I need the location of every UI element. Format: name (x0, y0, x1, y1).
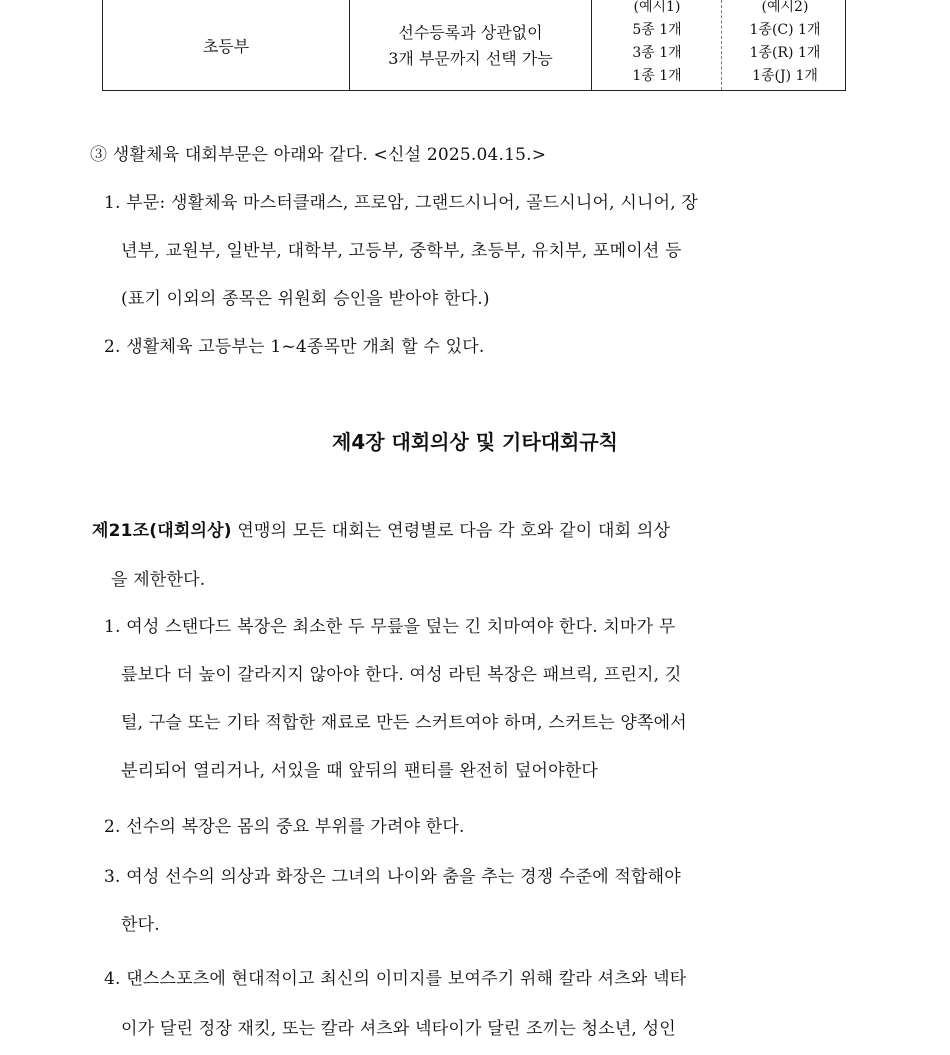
article21-item2: 2. 선수의 복장은 몸의 중요 부위를 가려야 한다. (104, 817, 465, 837)
example-item: 5종 1개 (632, 22, 682, 38)
table-cell-category (103, 0, 349, 91)
section3-item1-line: 년부, 교원부, 일반부, 대학부, 고등부, 중학부, 초등부, 유치부, 포메이션 등 (121, 241, 682, 261)
article21-item3-line: 한다. (121, 915, 160, 935)
table-divider-dashed (721, 0, 722, 90)
article21-text: 을 제한한다. (111, 570, 206, 590)
article21-item1-line: 1. 여성 스탠다드 복장은 최소한 두 무릎을 덮는 긴 치마여야 한다. 치마가 무 (104, 617, 676, 637)
chapter-title: 제4장 대회의상 및 기타대회규칙 (332, 430, 618, 454)
example-item: 1종(J) 1개 (752, 68, 818, 84)
article21-item3-line: 3. 여성 선수의 의상과 화장은 그녀의 나이와 춤을 추는 경쟁 수준에 적합해야 (104, 867, 681, 887)
category-table-row (102, 0, 846, 91)
section3-item2: 2. 생활체육 고등부는 1~4종목만 개최 할 수 있다. (104, 337, 485, 357)
section3-intro: ③ 생활체육 대회부문은 아래와 같다. <신설 2025.04.15.> (90, 145, 547, 165)
example-item: 1종 1개 (632, 68, 682, 84)
example-item: 1종(C) 1개 (749, 22, 821, 38)
category-label: 초등부 (202, 37, 250, 56)
table-cell-example2 (723, 0, 847, 88)
article21-item1-line: 분리되어 열리거나, 서있을 때 앞뒤의 팬티를 완전히 덮어야한다 (121, 761, 599, 781)
article21-item1-line: 털, 구슬 또는 기타 적합한 재료로 만든 스커트여야 하며, 스커트는 양쪽에서 (121, 713, 687, 733)
article21-text: 연맹의 모든 대회는 연령별로 다음 각 호와 같이 대회 의상 (231, 521, 671, 541)
description-line: 3개 부문까지 선택 가능 (388, 48, 553, 68)
article21-heading: 제21조(대회의상) (92, 521, 232, 541)
article21-item1-line: 릎보다 더 높이 갈라지지 않아야 한다. 여성 라틴 복장은 패브릭, 프린지, 깃 (121, 665, 682, 685)
table-cell-description (350, 0, 591, 91)
article21-item4-line: 4. 댄스스포츠에 현대적이고 최신의 이미지를 보여주기 위해 칼라 셔츠와 넥타 (104, 969, 687, 989)
description-line: 선수등록과 상관없이 (398, 22, 543, 42)
article21-item4-line: 이가 달린 정장 재킷, 또는 칼라 셔츠와 넥타이가 달린 조끼는 청소년, 성인 (121, 1019, 676, 1039)
table-divider (591, 0, 592, 90)
table-cell-example1 (593, 0, 721, 88)
example-item: 3종 1개 (632, 45, 682, 61)
article21-first-line (92, 516, 670, 541)
section3-item1-line: (표기 이외의 종목은 위원회 승인을 받아야 한다.) (121, 289, 490, 309)
example-item: 1종(R) 1개 (749, 45, 821, 61)
section3-item1-line: 1. 부문: 생활체육 마스터클래스, 프로암, 그랜드시니어, 골드시니어, 시니어, 장 (104, 193, 699, 213)
example-label: (예시1) (633, 0, 681, 15)
example-label: (예시2) (761, 0, 809, 15)
